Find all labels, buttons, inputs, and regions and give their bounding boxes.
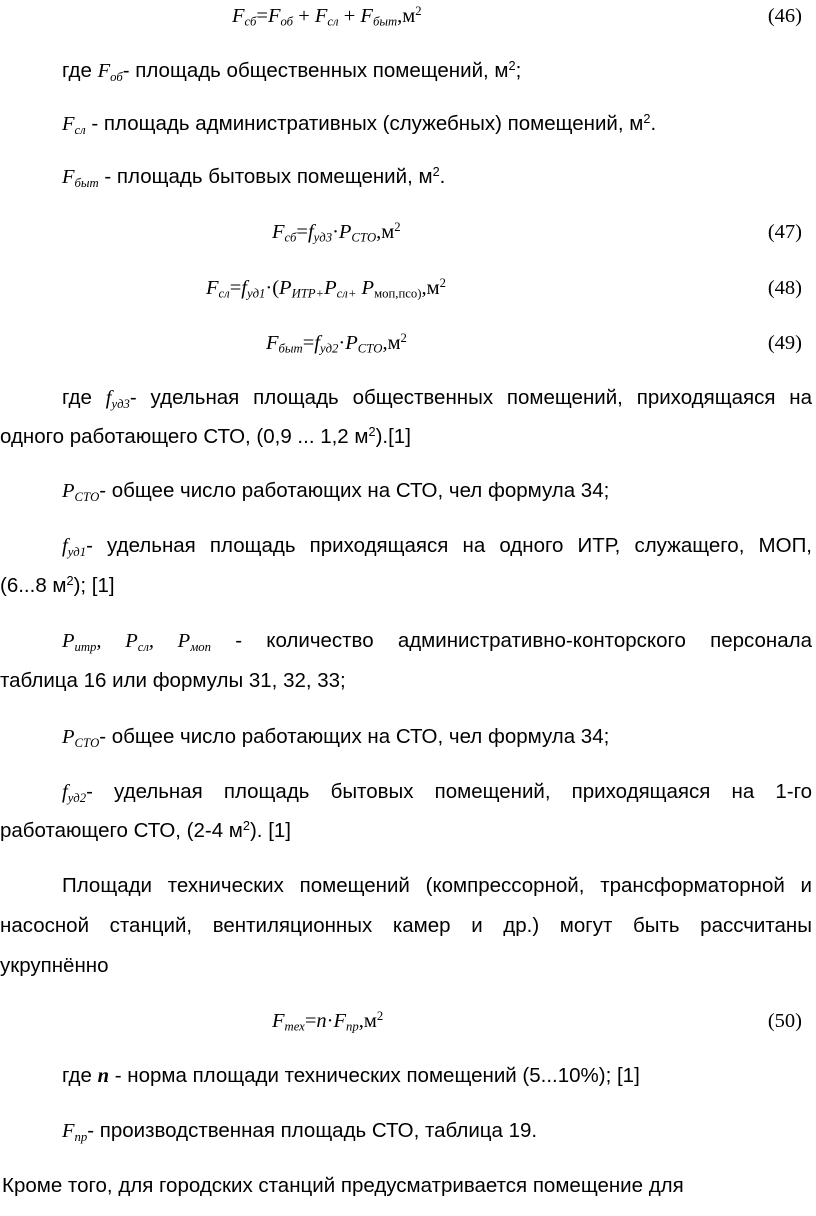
formula-46-number: (46)	[767, 5, 802, 27]
paragraph-tech-line-2: насосной станций, вентиляционных камер и др.) могут быть рассчитаны	[0, 914, 812, 937]
formula-49-number: (49)	[767, 332, 802, 354]
paragraph-tech-line-3: укрупнённо	[0, 954, 109, 977]
definition-f-ud1-line-1: $f_{уд1}-$ удельная площадь приходящаяся на одного ИТР, служащего, МОП,	[62, 534, 812, 559]
definition-f-pr: $F_{пр}-$ производственная площадь СТО, таблица 19.	[62, 1119, 538, 1144]
definition-p-sto-2: $P_{СТО}-$ общее число работающих на СТО, чел формула 34;	[62, 725, 610, 750]
formula-46: $F_{сб}=F_{об} + F_{сл} + F_{быт},м^2$	[232, 4, 422, 29]
formula-50: $F_{тех}=n\cdot F_{пр},м^2$	[272, 1009, 384, 1034]
definition-f-ud3-line-2: одного работающего СТО, (0,9 ... 1,2 $м^2).[1]$	[0, 424, 411, 448]
formula-50-number: (50)	[767, 1010, 802, 1032]
definition-p-itr-line-1: $P_{итр}$, $P_{сл}$, $P_{моп}$ - количество административно-конторского персонала	[62, 629, 813, 654]
definition-f-ud1-line-2: (6...8 $м^2$); [1]	[0, 573, 115, 597]
formula-47: $F_{сб}=f_{уд3}\cdot P_{СТО},м^2$	[272, 220, 401, 245]
definition-f-byt: $F_{быт}$ - площадь бытовых помещений, $м^2$.	[62, 164, 446, 190]
definition-f-ud2-line-2: работающего СТО, (2-4 $м^2$). [1]	[0, 818, 291, 842]
formula-49: $F_{быт}=f_{уд2}\cdot P_{СТО},м^2$	[266, 331, 407, 356]
definition-f-ob: где $F_{об}-$ площадь общественных помещений, $м^2$;	[62, 58, 522, 84]
definition-f-ud2-line-1: $f_{уд2}-$ удельная площадь бытовых помещений, приходящаяся на 1-го	[62, 780, 812, 805]
last-line: Кроме того, для городских станций предусматривается помещение для	[2, 1174, 684, 1197]
formula-48-number: (48)	[767, 277, 802, 299]
definition-p-sto-1: $P_{СТО}-$ общее число работающих на СТО, чел формула 34;	[62, 479, 610, 504]
definition-f-sl: $F_{сл}$ - площадь административных (служебных) помещений, $м^2$.	[62, 111, 657, 137]
formula-46-lhs: F	[232, 5, 245, 27]
definition-n: где n - норма площади технических помещений (5...10%); [1]	[62, 1064, 640, 1087]
definition-p-itr-line-2: таблица 16 или формулы 31, 32, 33;	[0, 669, 346, 692]
formula-47-number: (47)	[767, 221, 802, 243]
formula-48: $F_{сл}=f_{уд1}\cdot(P_{ИТР+}P_{сл+}$ $P_{моп,псо)},м^2$	[206, 276, 446, 301]
definition-f-ud3-line-1: где $f_{уд3}-$ удельная площадь общественных помещений, приходящаяся на	[62, 386, 812, 411]
paragraph-tech-line-1: Площади технических помещений (компрессорной, трансформаторной и	[62, 874, 812, 897]
